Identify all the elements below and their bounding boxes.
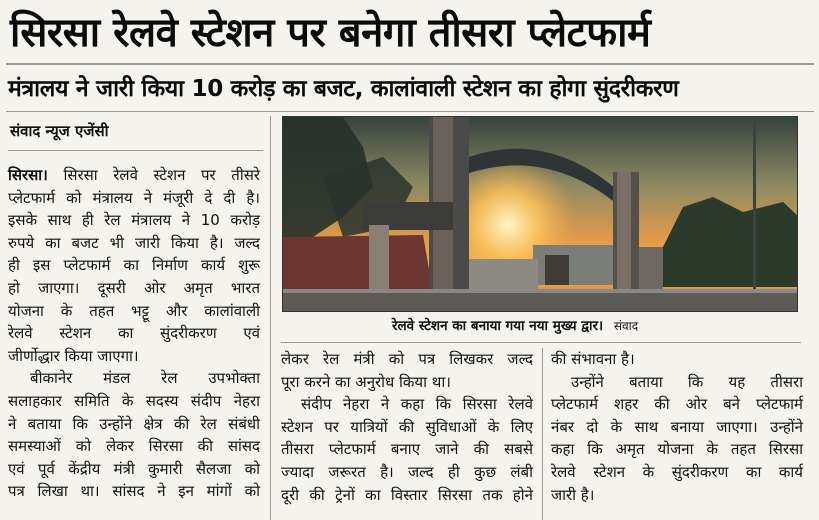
column3-line-3: प्लेटफार्म शहर की ओर बने प्लेटफार्म [551,395,803,414]
station-gate-photo [282,116,798,312]
column1-line-8: रेलवे स्टेशन का सुंदरीकरण एवं [8,324,260,343]
column1-line-12: ने बताया कि उन्होंने क्षेत्र की रेल संबंधी [8,414,260,433]
column1-line-9: जीर्णोद्धार किया जाएगा। [8,346,139,365]
column-divider-1 [270,116,271,520]
photo-credit: संवाद [613,319,639,333]
sunset-gate-illustration [283,117,798,312]
column2-line-6: ज्यादा जरूरत है। जल्द ही कुछ लंबी [281,462,533,481]
subheadline: मंत्रालय ने जारी किया 10 करोड़ का बजट, कालांवाली स्टेशन का होगा सुंदरीकरण [8,76,679,102]
caption-divider [281,342,801,343]
column1-line-3: इसके साथ ही रेल मंत्रालय ने 10 करोड़ [8,211,260,230]
column1-line-1: सिरसा। सिरसा रेलवे स्टेशन पर तीसरे [8,166,260,184]
column2-line-2: पूरा करने का अनुरोध किया था। [281,372,451,391]
byline-divider [8,150,263,151]
column1-line-7: योजना के तहत भट्टू और कालांवाली [8,301,260,320]
byline: संवाद न्यूज एजेंसी [10,122,109,140]
column1-line-14: एवं पूर्व केंद्रीय मंत्री कुमारी सैलजा को [8,459,260,478]
headline-divider [6,63,814,65]
column2-line-5: तीसरा प्लेटफार्म बनाए जाने की सबसे [281,440,533,459]
article-column-3 [551,348,803,506]
column2-line-3: संदीप नेहरा ने कहा कि सिरसा रेलवे [301,395,533,414]
column3-line-7: जारी है। [551,485,595,504]
article-column-2 [281,348,533,506]
column2-line-7: दूरी की ट्रेनों का विस्तार सिरसा तक होने [281,485,533,504]
column1-line-11: सलाहकार समिति के सदस्य संदीप नेहरा [8,391,260,410]
column1-line-6: हो जाएगा। दूसरी ओर अमृत भारत [8,278,260,297]
column3-line-5: कहा कि अमृत योजना के तहत सिरसा [551,440,803,459]
article-column-1 [8,164,260,503]
column1-line-2: प्लेटफार्म को मंत्रालय ने मंजूरी दे दी है। [8,188,260,207]
column1-line-13: समस्याओं को लेकर सिरसा की सांसद [8,437,260,456]
column3-line-4: नंबर दो के साथ बनाया जाएगा। उन्होंने [551,417,803,436]
photo-caption-text: रेलवे स्टेशन का बनाया गया नया मुख्य द्वार। [392,318,604,334]
column1-line-15: पत्र लिखा था। सांसद ने इन मांगों को [8,482,260,501]
dateline: सिरसा। [8,166,48,184]
subheadline-divider [6,111,814,112]
column2-line-4: स्टेशन पर यात्रियों की सुविधाओं के लिए [281,417,533,436]
column1-line-5: ही इस प्लेटफार्म का निर्माण कार्य शुरू [8,256,260,275]
column3-line-2: उन्होंने बताया कि यह तीसरा [571,372,803,391]
column-divider-2 [542,348,543,520]
column2-line-1: लेकर रेल मंत्री को पत्र लिखकर जल्द [281,350,533,368]
column3-line-1: की संभावना है। [551,350,635,368]
photo-caption [392,315,638,337]
headline: सिरसा रेलवे स्टेशन पर बनेगा तीसरा प्लेटफार्म [10,10,651,56]
column3-line-6: रेलवे स्टेशन के सुंदरीकरण का कार्य [551,462,803,481]
column1-line-10: बीकानेर मंडल रेल उपभोक्ता [30,369,260,388]
column1-line-4: रुपये का बजट भी जारी किया है। जल्द [8,233,260,252]
